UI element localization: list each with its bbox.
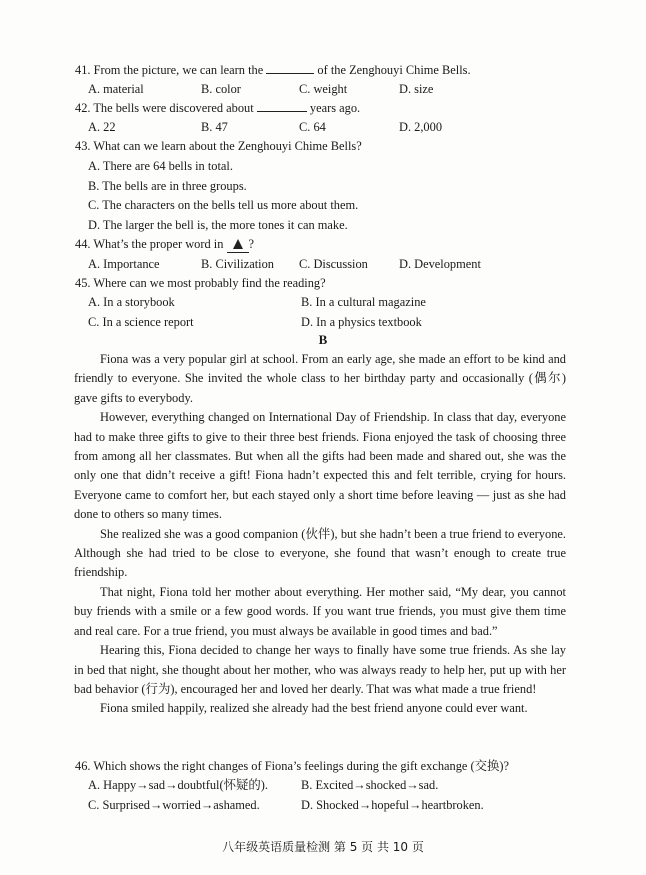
q46-option-a: A. Happy→sad→doubtful(怀疑的). [88, 778, 268, 792]
q45-option-c: C. In a science report [88, 315, 194, 329]
answer-blank [227, 236, 249, 253]
q42-option-c: C. 64 [299, 120, 326, 134]
q42-option-b: B. 47 [201, 120, 228, 134]
q44-stem-after: ? [248, 237, 255, 251]
q46-option-b: B. Excited→shocked→sad. [301, 778, 439, 792]
q44-option-c: C. Discussion [299, 257, 368, 271]
passage-paragraph: Fiona was a very popular girl at school. From an early age, she made an effort to be kind and friendly to everyone. She invited the whole class to her birthday party and occasionally (偶尔) gave gifts to everybody. [74, 352, 566, 405]
question-42 [75, 100, 360, 116]
q43-option-a: A. There are 64 bells in total. [88, 159, 233, 173]
q43-option-c: C. The characters on the bells tell us more about them. [88, 198, 359, 212]
q41-option-a: A. material [88, 82, 144, 96]
q44-option-b: B. Civilization [201, 257, 274, 271]
q45-option-b: B. In a cultural magazine [301, 295, 426, 309]
passage-paragraph: Fiona smiled happily, realized she already had the best friend anyone could ever want. [100, 701, 528, 716]
q45-option-a: A. In a storybook [88, 295, 175, 309]
answer-blank [257, 101, 307, 112]
page-footer: 八年级英语质量检测 第 5 页 共 10 页 [222, 840, 424, 854]
q42-option-a: A. 22 [88, 120, 116, 134]
q42-option-d: D. 2,000 [399, 120, 443, 134]
passage-paragraph: Hearing this, Fiona decided to change her ways to finally have some true friends. As she lay in bed that night, she thought about her mother, who was always ready to help her, put up with her bad behavior (行为), encouraged her and loved her dearly. That was what made a true friend! [74, 643, 566, 696]
q43-option-d: D. The larger the bell is, the more tones it can make. [88, 218, 348, 232]
q43-option-b: B. The bells are in three groups. [88, 179, 247, 193]
question-45: 45. Where can we most probably find the reading? [75, 276, 326, 290]
question-44 [75, 236, 254, 253]
section-heading: B [318, 332, 328, 347]
q41-option-c: C. weight [299, 82, 348, 96]
passage-paragraph: However, everything changed on International Day of Friendship. In class that day, everyone had to make three gifts to give to their three best friends. Fiona enjoyed the task of choosing three from among all her classmates. But when all the gifts had been made and shared out, she was the only one that didn’t receive a gift! Fiona hadn’t expected this and felt terrible, crying for hours. Everyone came to comfort her, but each stayed only a short time before leaving — just as she had done to others so many times. [74, 410, 566, 522]
q42-stem-after: years ago. [309, 101, 361, 115]
passage [74, 350, 566, 719]
q45-option-d: D. In a physics textbook [301, 315, 422, 329]
question-41 [75, 62, 471, 78]
q41-option-b: B. color [201, 82, 241, 96]
q41-stem-after: of the Zenghouyi Chime Bells. [317, 63, 471, 77]
passage-paragraph: That night, Fiona told her mother about everything. Her mother said, “My dear, you cannot buy friends with a smile or a few good words. If you want true friends, you must give them time and real care. For a true friend, you must always be available in good times and bad.” [74, 584, 566, 638]
q46-option-c: C. Surprised→worried→ashamed. [88, 798, 260, 812]
triangle-icon [233, 239, 243, 249]
q41-stem-before: 41. From the picture, we can learn the [75, 63, 264, 77]
answer-blank [266, 63, 314, 74]
question-43: 43. What can we learn about the Zenghouyi Chime Bells? [75, 139, 362, 153]
q44-stem-before: 44. What’s the proper word in [75, 237, 224, 251]
q41-option-d: D. size [399, 82, 434, 96]
question-46: 46. Which shows the right changes of Fiona’s feelings during the gift exchange (交换)? [75, 759, 510, 773]
q46-option-d: D. Shocked→hopeful→heartbroken. [301, 798, 484, 812]
passage-paragraph: She realized she was a good companion (伙伴), but she hadn’t been a true friend to everyone. Although she had tried to be close to everyone, she found that wasn’t enough to create true friendship. [74, 526, 566, 580]
q44-option-a: A. Importance [88, 257, 160, 271]
q42-stem-before: 42. The bells were discovered about [75, 101, 254, 115]
q44-option-d: D. Development [399, 257, 481, 271]
